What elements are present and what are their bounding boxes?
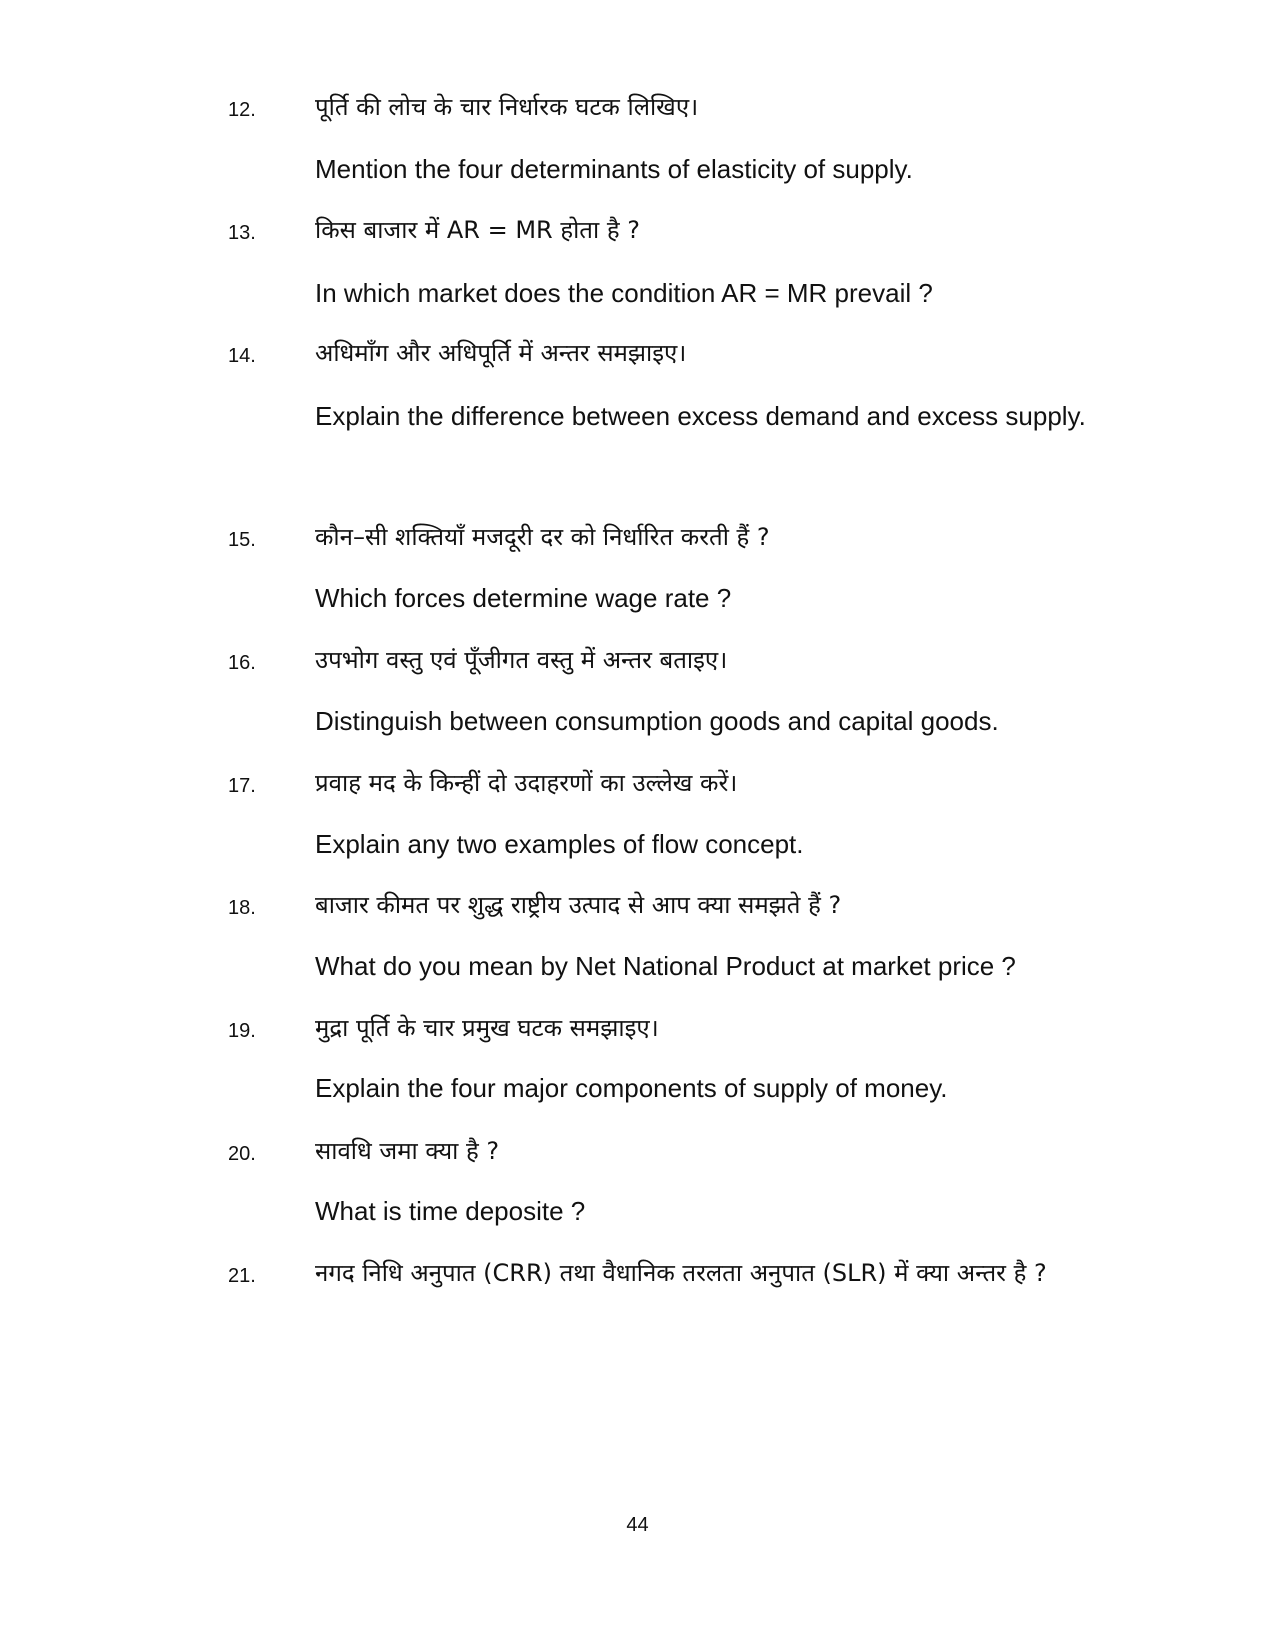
question-hindi-text: किस बाजार में AR = MR होता है ? <box>315 216 640 244</box>
question-english-text: Which forces determine wage rate ? <box>315 583 732 613</box>
question-hindi-text: मुद्रा पूर्ति के चार प्रमुख घटक समझाइए। <box>315 1014 659 1042</box>
question-hindi-text: सावधि जमा क्या है ? <box>315 1137 500 1165</box>
question-hindi-text: अधिमाँग और अधिपूर्ति में अन्तर समझाइए। <box>315 339 687 367</box>
question-number: 12. <box>228 99 256 121</box>
question-number: 15. <box>228 529 256 551</box>
question-number: 21. <box>228 1265 256 1287</box>
question-english-text: What is time deposite ? <box>315 1196 586 1226</box>
question-number: 16. <box>228 652 256 674</box>
question-hindi-text: प्रवाह मद के किन्हीं दो उदाहरणों का उल्लेख करें। <box>315 769 738 797</box>
question-number: 20. <box>228 1143 256 1165</box>
question-number: 18. <box>228 897 256 919</box>
question-number: 19. <box>228 1020 256 1042</box>
question-hindi-text: पूर्ति की लोच के चार निर्धारक घटक लिखिए। <box>315 93 699 121</box>
question-number: 14. <box>228 345 256 367</box>
question-number: 13. <box>228 222 256 244</box>
page-number: 44 <box>626 1514 649 1536</box>
question-hindi-text: बाजार कीमत पर शुद्ध राष्ट्रीय उत्पाद से आप क्या समझते हैं ? <box>315 891 842 919</box>
question-english-text: Explain the difference between excess demand and excess supply. <box>315 401 1086 431</box>
question-hindi-text: कौन–सी शक्तियाँ मजदूरी दर को निर्धारित करती हैं ? <box>315 523 770 551</box>
question-english-text: Mention the four determinants of elasticity of supply. <box>315 154 913 184</box>
question-number: 17. <box>228 775 256 797</box>
question-hindi-text: नगद निधि अनुपात (CRR) तथा वैधानिक तरलता अनुपात (SLR) में क्या अन्तर है ? <box>315 1259 1047 1287</box>
question-english-text: What do you mean by Net National Product at market price ? <box>315 951 1016 981</box>
question-english-text: Explain the four major components of supply of money. <box>315 1073 948 1103</box>
question-english-text: Distinguish between consumption goods and capital goods. <box>315 706 999 736</box>
question-english-text: Explain any two examples of flow concept. <box>315 829 804 859</box>
question-hindi-text: उपभोग वस्तु एवं पूँजीगत वस्तु में अन्तर बताइए। <box>315 646 728 674</box>
question-english-text: In which market does the condition AR = MR prevail ? <box>315 278 933 308</box>
